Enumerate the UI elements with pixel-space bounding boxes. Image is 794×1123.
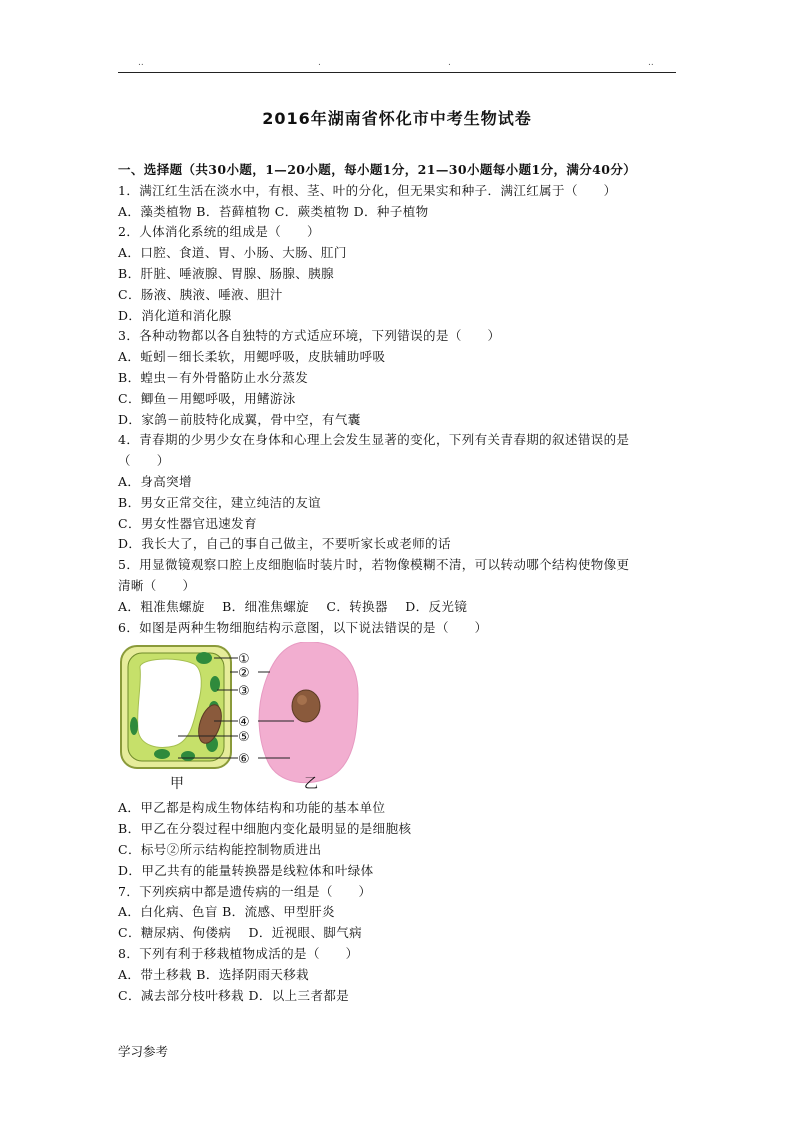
text-line: A．口腔、食道、胃、小肠、大肠、肛门 <box>118 245 347 261</box>
header-rule <box>118 72 676 73</box>
text-line: A．粗准焦螺旋 B．细准焦螺旋 C．转换器 D．反光镜 <box>118 598 468 614</box>
label-5: ⑤ <box>238 730 250 746</box>
question-block-6-8 <box>118 798 680 1006</box>
text-line: A．身高突增 <box>118 473 192 489</box>
text-line: A．蚯蚓－细长柔软，用鳃呼吸，皮肤辅助呼吸 <box>118 349 386 365</box>
cell-diagram <box>118 642 680 794</box>
text-line: C．鲫鱼－用鳃呼吸，用鳍游泳 <box>118 390 296 406</box>
text-line: A．藻类植物 B．苔藓植物 C．蕨类植物 D．种子植物 <box>118 203 429 219</box>
text-line: A．带土移栽 B．选择阴雨天移栽 <box>118 966 310 982</box>
text-line: B．甲乙在分裂过程中细胞内变化最明显的是细胞核 <box>118 821 412 837</box>
text-line: B．肝脏、唾液腺、胃腺、肠腺、胰腺 <box>118 265 334 281</box>
text-line: A．白化病、色盲 B．流感、甲型肝炎 <box>118 904 335 920</box>
exam-content <box>118 160 680 1006</box>
label-6: ⑥ <box>238 752 250 768</box>
text-line: C．男女性器官迅速发育 <box>118 515 257 531</box>
footer-note: 学习参考 <box>118 1044 169 1059</box>
text-line: D．家鸽－前肢特化成翼，骨中空，有气囊 <box>118 411 361 427</box>
caption-plant: 甲 <box>170 776 184 793</box>
text-line: D．消化道和消化腺 <box>118 307 232 323</box>
text-line: 7．下列疾病中都是遗传病的一组是（ ） <box>118 883 372 899</box>
page-title: 2016年湖南省怀化市中考生物试卷 <box>262 109 532 128</box>
text-line: 8．下列有利于移栽植物成活的是（ ） <box>118 945 359 961</box>
text-line: （ ） <box>118 453 170 469</box>
text-line: D．我长大了，自己的事自己做主，不要听家长或老师的话 <box>118 536 451 552</box>
label-3: ③ <box>238 684 250 700</box>
text-line: D．甲乙共有的能量转换器是线粒体和叶绿体 <box>118 862 374 878</box>
text-line: C．肠液、胰液、唾液、胆汁 <box>118 286 283 302</box>
text-line: 6．如图是两种生物细胞结构示意图，以下说法错误的是（ ） <box>118 619 488 635</box>
text-line: 4．青春期的少男少女在身体和心理上会发生显著的变化，下列有关青春期的叙述错误的是 <box>118 432 630 448</box>
chloroplast <box>181 751 195 761</box>
header-mark-3: . <box>448 58 451 68</box>
caption-animal: 乙 <box>304 776 318 793</box>
text-line: B．男女正常交往，建立纯洁的友谊 <box>118 494 322 510</box>
text-line: B．蝗虫－有外骨骼防止水分蒸发 <box>118 369 309 385</box>
animal-nucleus <box>292 690 320 722</box>
text-line: 1．满江红生活在淡水中，有根、茎、叶的分化，但无果实和种子．满江红属于（ ） <box>118 182 617 198</box>
label-1: ① <box>238 652 250 668</box>
text-line: C．减去部分枝叶移栽 D．以上三者都是 <box>118 987 350 1003</box>
chloroplast <box>130 717 138 735</box>
text-line: A．甲乙都是构成生物体结构和功能的基本单位 <box>118 800 386 816</box>
chloroplast <box>154 749 170 759</box>
text-line: 5．用显微镜观察口腔上皮细胞临时装片时，若物像模糊不清，可以转动哪个结构使物像更 <box>118 557 630 573</box>
text-line: C．糖尿病、佝偻病 D．近视眼、脚气病 <box>118 925 363 941</box>
text-line: 2．人体消化系统的组成是（ ） <box>118 224 320 240</box>
text-line: 3．各种动物都以各自独特的方式适应环境，下列错误的是（ ） <box>118 328 501 344</box>
header-mark-1: .. <box>138 58 144 68</box>
header-mark-4: .. <box>648 58 654 68</box>
text-line: C．标号②所示结构能控制物质进出 <box>118 841 322 857</box>
question-block-1-6 <box>118 160 680 638</box>
header-mark-2: . <box>318 58 321 68</box>
chloroplast <box>196 652 212 664</box>
label-4: ④ <box>238 715 250 731</box>
cell-diagram-svg <box>118 642 680 794</box>
text-line: 一、选择题（共30小题，1—20小题，每小题1分，21—30小题每小题1分，满分40分） <box>118 162 637 177</box>
label-2: ② <box>238 666 250 682</box>
text-line: 清晰（ ） <box>118 577 196 593</box>
